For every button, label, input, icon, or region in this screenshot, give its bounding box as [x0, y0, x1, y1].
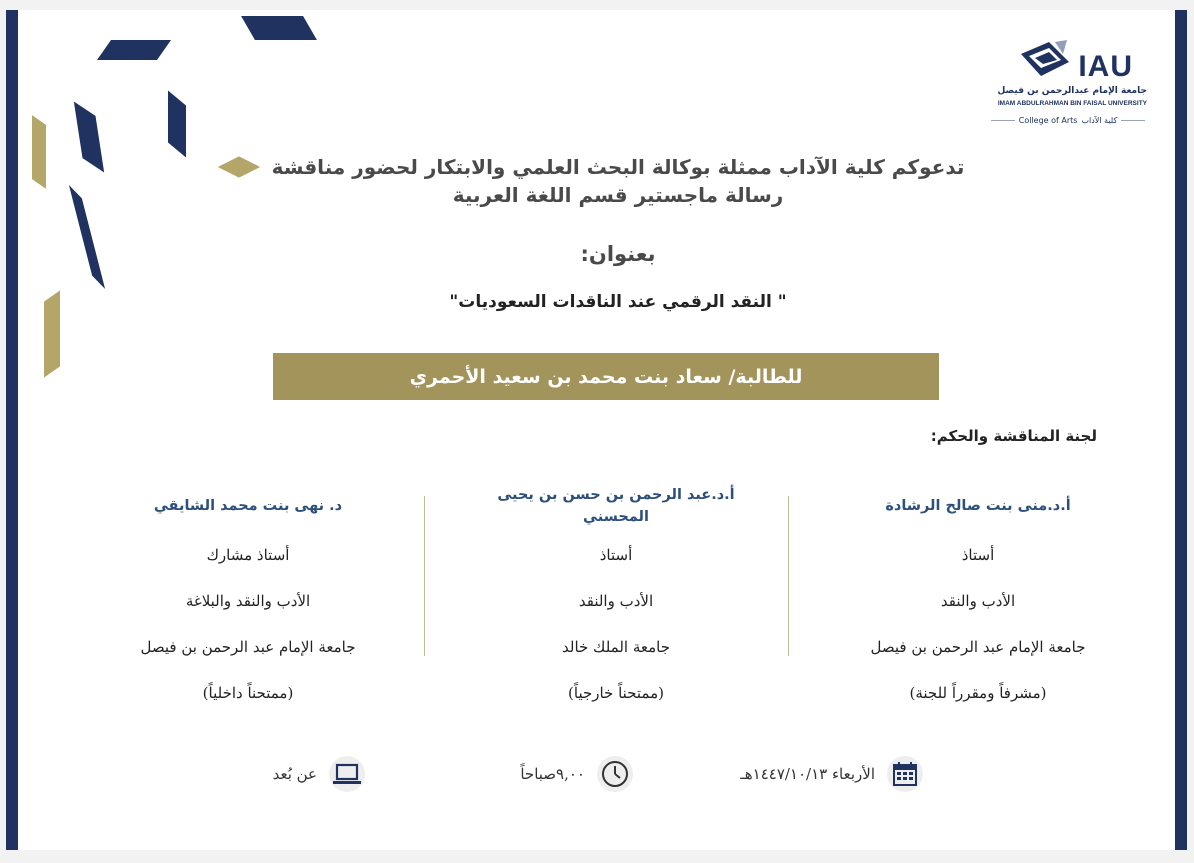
- member-field: الأدب والنقد: [940, 592, 1016, 610]
- member-rank: أستاذ: [599, 546, 633, 564]
- member-name: د. نهى بنت محمد الشايقي: [153, 498, 343, 514]
- logo-college: [987, 116, 1149, 125]
- decor-shape: [74, 102, 104, 173]
- logo-college-ar: كلية الآداب: [1081, 116, 1118, 125]
- logo-arabic-name: جامعة الإمام عبدالرحمن بن فيصل: [997, 86, 1147, 96]
- event-mode: [273, 754, 365, 794]
- decor-shape: [32, 115, 46, 189]
- logo-brand: IAU: [1078, 50, 1133, 83]
- event-time: [520, 754, 633, 794]
- member-name: أ.د.منى بنت صالح الرشادة: [885, 498, 1071, 514]
- member-role: (ممتحناً داخلياً): [202, 684, 294, 702]
- decor-shape: [241, 16, 317, 40]
- member-role: (ممتحناً خارجياً): [568, 684, 664, 702]
- thesis-title-label: بعنوان:: [580, 242, 656, 266]
- committee-member: [98, 480, 398, 716]
- student-name: للطالبة/ سعاد بنت محمد بن سعيد الأحمري: [409, 365, 803, 388]
- member-rank: أستاذ: [961, 546, 995, 564]
- member-university: جامعة الإمام عبد الرحمن بن فيصل: [140, 638, 356, 656]
- decor-shape: [218, 156, 260, 177]
- invitation-intro: [258, 153, 978, 209]
- student-banner: [273, 353, 939, 400]
- clock-icon: [597, 756, 633, 792]
- event-mode-text: عن بُعد: [272, 765, 317, 783]
- decor-shape: [97, 40, 171, 60]
- event-date: [740, 754, 923, 794]
- calendar-icon: [887, 756, 923, 792]
- member-field: الأدب والنقد: [578, 592, 654, 610]
- member-field: الأدب والنقد والبلاغة: [185, 592, 311, 610]
- member-role: (مشرفاً ومقرراً للجنة): [909, 684, 1047, 702]
- decor-shape: [69, 185, 105, 289]
- logo-english-name: IMAM ABDULRAHMAN BIN FAISAL UNIVERSITY: [997, 100, 1147, 107]
- event-date-text: الأربعاء ١٤٤٧/١٠/١٣هـ: [740, 765, 875, 783]
- column-divider: [788, 496, 789, 656]
- committee-heading: لجنة المناقشة والحكم:: [930, 427, 1097, 445]
- column-divider: [424, 496, 425, 656]
- event-time-text: ٩,٠٠صباحاً: [520, 765, 585, 783]
- invitation-line-2: رسالة ماجستير قسم اللغة العربية: [452, 183, 784, 207]
- invitation-card: [6, 10, 1187, 850]
- committee-member: [466, 480, 766, 716]
- decor-shape: [44, 290, 60, 377]
- decor-shape: [168, 90, 186, 157]
- member-university: جامعة الملك خالد: [562, 638, 670, 656]
- member-university: جامعة الإمام عبد الرحمن بن فيصل: [870, 638, 1086, 656]
- member-name: أ.د.عبد الرحمن بن حسن بن يحيى المحسني: [497, 487, 735, 525]
- invitation-line-1: تدعوكم كلية الآداب ممثلة بوكالة البحث العلمي والابتكار لحضور مناقشة: [271, 155, 965, 179]
- member-rank: أستاذ مشارك: [206, 546, 290, 564]
- thesis-title: " النقد الرقمي عند الناقدات السعوديات": [449, 292, 787, 312]
- logo-college-en: College of Arts: [1018, 116, 1078, 125]
- university-logo: [987, 40, 1149, 140]
- logo-mark-icon: [1019, 40, 1071, 82]
- logo-rule: [1121, 120, 1145, 121]
- logo-rule: [991, 120, 1015, 121]
- laptop-icon: [329, 756, 365, 792]
- committee-member: [828, 480, 1128, 716]
